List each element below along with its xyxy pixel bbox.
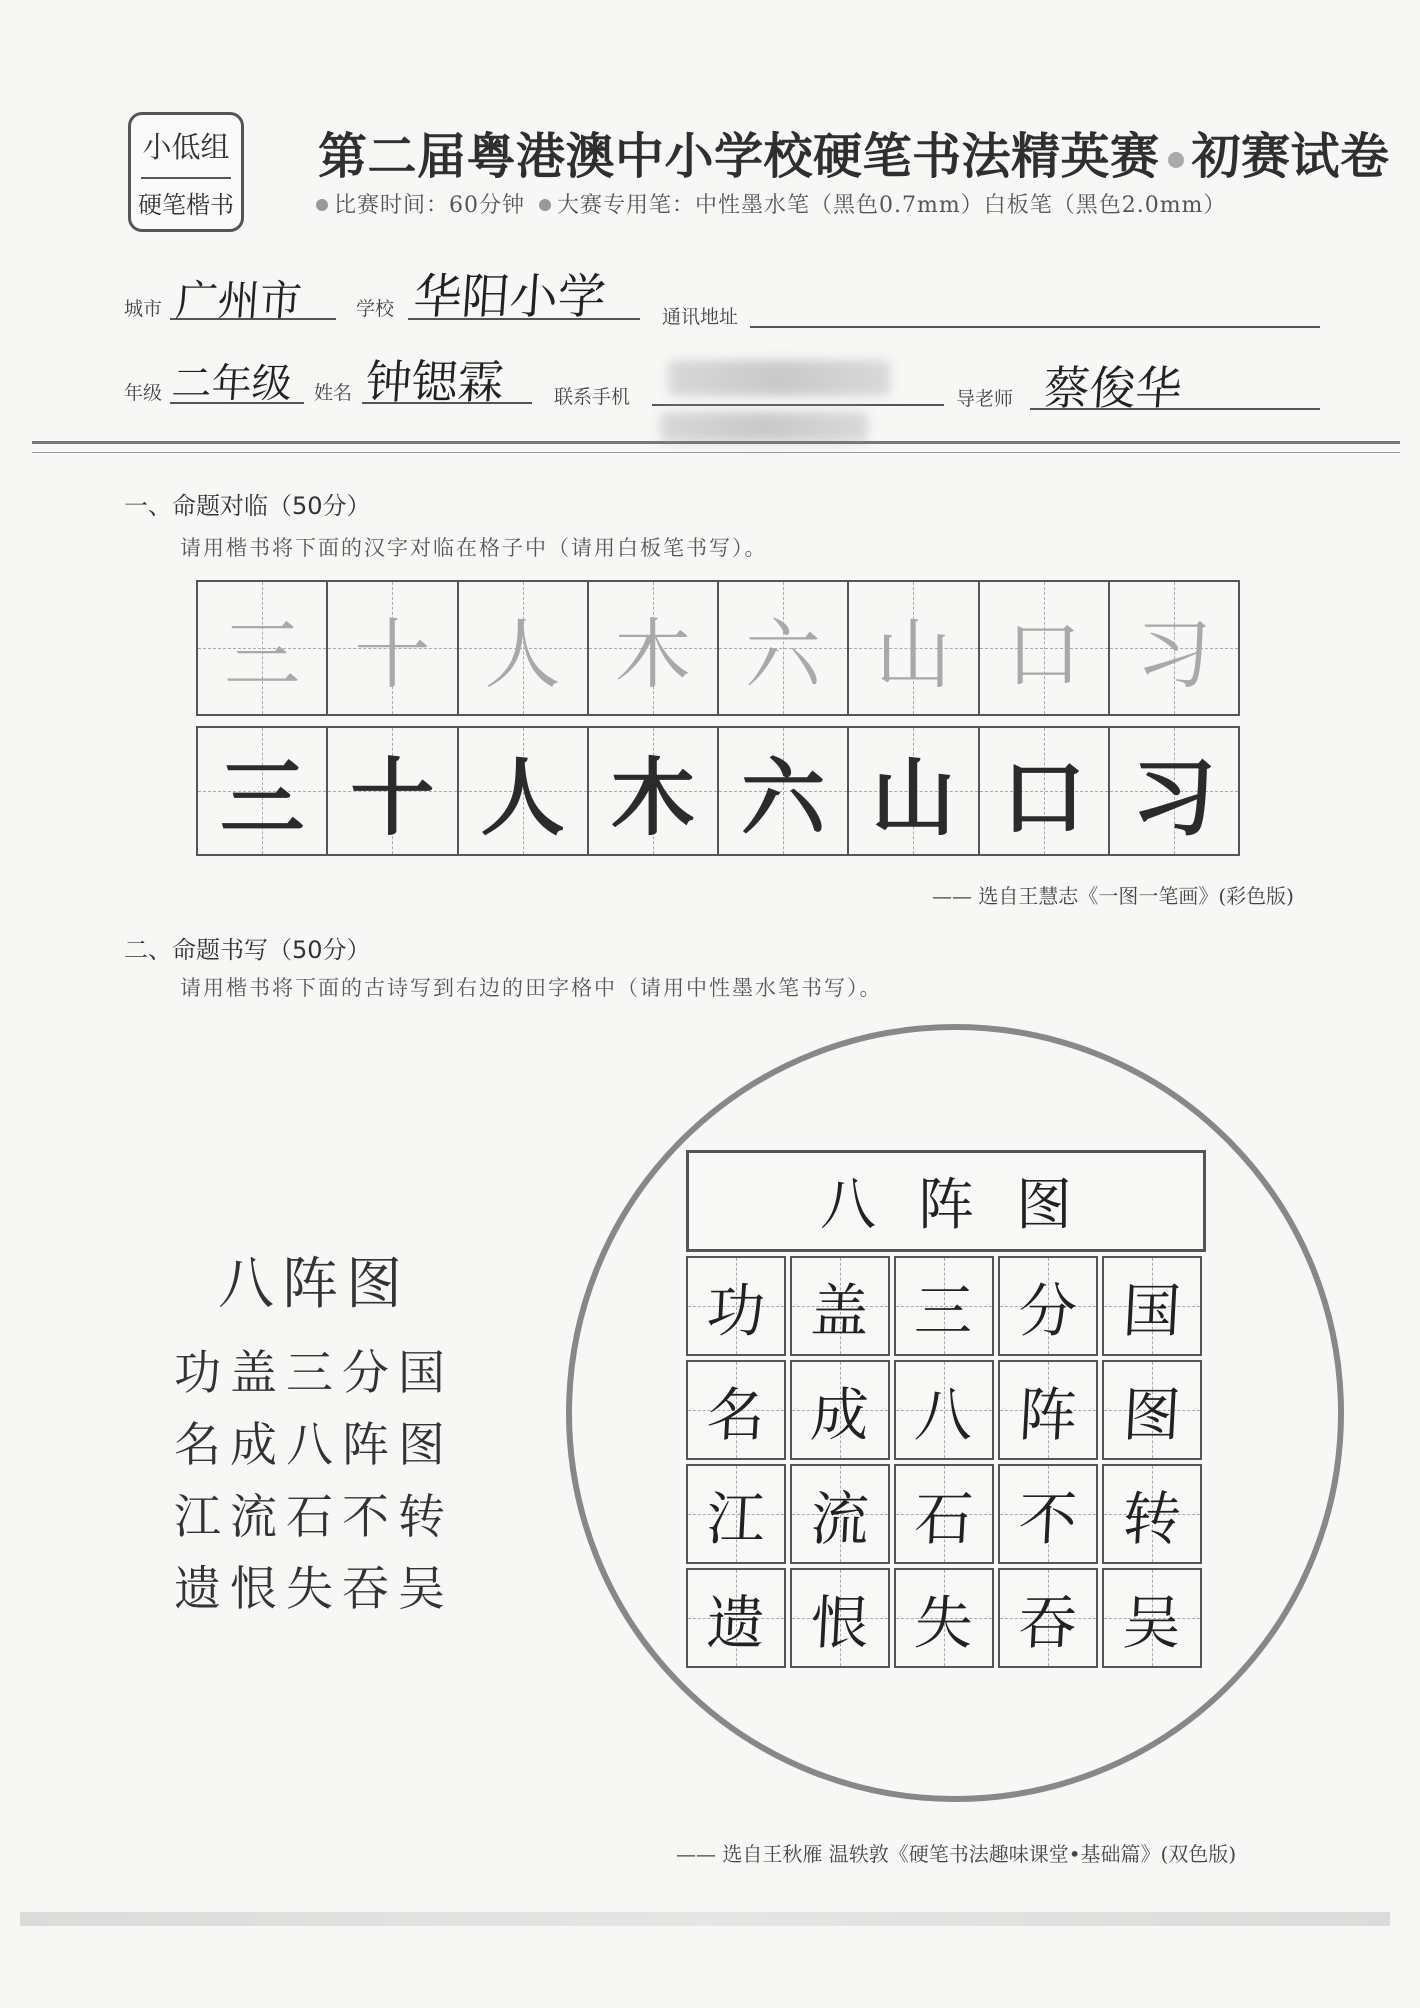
writing-grid-cell[interactable] — [790, 1568, 890, 1668]
writing-grid-cell[interactable] — [1102, 1360, 1202, 1460]
written-char: 六 — [745, 609, 822, 699]
model-cell[interactable] — [980, 728, 1110, 854]
subtitle-time: 比赛时间：60分钟 — [334, 193, 525, 218]
writing-grid-cell[interactable] — [894, 1360, 994, 1460]
model-cell[interactable] — [328, 728, 458, 854]
writing-grid-cell[interactable] — [790, 1256, 890, 1356]
model-char: 十 — [350, 748, 435, 847]
written-cell[interactable] — [589, 582, 719, 714]
writing-grid-cell[interactable] — [1102, 1568, 1202, 1668]
badge-group-label: 小低组 — [142, 130, 230, 164]
section1-credit: —— 选自王慧志《一图一笔画》(彩色版) — [932, 884, 1294, 908]
writing-grid-char: 成 — [808, 1381, 871, 1449]
written-cell[interactable] — [849, 582, 979, 714]
exam-subtitle — [316, 188, 1226, 219]
header-divider-thin — [32, 452, 1400, 453]
school-value[interactable]: 华阳小学 — [411, 269, 608, 325]
grade-label: 年级 — [124, 382, 163, 404]
writing-grid-char: 阵 — [1016, 1381, 1079, 1449]
writing-grid-cell[interactable] — [686, 1256, 786, 1356]
writing-grid-cell[interactable] — [686, 1360, 786, 1460]
writing-grid-char: 江 — [704, 1485, 767, 1553]
writing-grid-char: 转 — [1120, 1485, 1183, 1553]
written-char: 山 — [875, 609, 952, 699]
section2-credit: —— 选自王秋雁 温轶敦《硬笔书法趣味课堂•基础篇》(双色版) — [676, 1842, 1237, 1866]
written-cell[interactable] — [719, 582, 849, 714]
written-char: 口 — [1005, 609, 1082, 699]
model-cell[interactable] — [198, 728, 328, 854]
name-value[interactable]: 钟锶霖 — [363, 355, 506, 409]
writing-grid-cell[interactable] — [686, 1464, 786, 1564]
model-cell[interactable] — [589, 728, 719, 854]
written-char: 人 — [484, 609, 561, 699]
model-char: 木 — [610, 748, 695, 847]
title-main: 第二届粤港澳中小学校硬笔书法精英赛 — [318, 128, 1160, 185]
poem-line: 江流石不转 — [174, 1490, 454, 1545]
writing-grid-char: 失 — [912, 1589, 975, 1657]
writing-grid-char: 石 — [912, 1485, 975, 1553]
model-char: 人 — [480, 748, 565, 847]
address-underline[interactable] — [750, 326, 1320, 328]
writing-grid-cell[interactable] — [894, 1568, 994, 1668]
writing-grid-char: 分 — [1016, 1277, 1079, 1345]
writing-grid-cell[interactable] — [998, 1360, 1098, 1460]
section1-instruction: 请用楷书将下面的汉字对临在格子中（请用白板笔书写）。 — [180, 536, 768, 560]
writing-grid-char: 盖 — [808, 1277, 871, 1345]
written-char: 习 — [1135, 609, 1212, 699]
writing-grid-char: 吞 — [1016, 1589, 1079, 1657]
page-title — [318, 118, 1390, 188]
poem-line: 名成八阵图 — [174, 1418, 454, 1473]
city-value[interactable]: 广州市 — [174, 276, 304, 325]
bullet-icon — [316, 199, 328, 211]
written-poem-title-box — [686, 1150, 1206, 1252]
writing-grid-char: 恨 — [808, 1589, 871, 1657]
title-dot-icon — [1168, 152, 1184, 168]
written-char: 三 — [224, 609, 301, 699]
written-cell[interactable] — [198, 582, 328, 714]
writing-grid-char: 不 — [1016, 1485, 1079, 1553]
writing-grid-cell[interactable] — [790, 1360, 890, 1460]
model-cell[interactable] — [849, 728, 979, 854]
model-cell[interactable] — [459, 728, 589, 854]
badge-divider — [141, 177, 231, 179]
model-char: 六 — [741, 748, 826, 847]
writing-grid-cell[interactable] — [790, 1464, 890, 1564]
phone-redacted — [668, 360, 890, 396]
written-char: 木 — [614, 609, 691, 699]
writing-grid-cell[interactable] — [1102, 1256, 1202, 1356]
model-char: 口 — [1001, 748, 1086, 847]
header-divider — [32, 441, 1400, 444]
writing-grid-cell[interactable] — [894, 1256, 994, 1356]
writing-grid-char: 名 — [704, 1381, 767, 1449]
school-label: 学校 — [356, 298, 395, 320]
section1-heading: 一、命题对临（50分） — [124, 492, 371, 520]
model-char: 山 — [871, 748, 956, 847]
written-poem-title: 八阵图 — [820, 1173, 1114, 1238]
written-cell[interactable] — [459, 582, 589, 714]
writing-grid-cell[interactable] — [998, 1464, 1098, 1564]
poem-line: 遗恨失吞吴 — [174, 1562, 454, 1617]
teacher-label: 导老师 — [956, 388, 1014, 410]
writing-grid-cell[interactable] — [894, 1464, 994, 1564]
written-cell[interactable] — [1110, 582, 1238, 714]
title-tail: 初赛试卷 — [1191, 128, 1390, 185]
written-cell[interactable] — [328, 582, 458, 714]
writing-grid-cell[interactable] — [998, 1568, 1098, 1668]
model-char: 习 — [1131, 748, 1216, 847]
poem-title: 八阵图 — [218, 1252, 410, 1317]
written-char: 十 — [354, 609, 431, 699]
section2-heading: 二、命题书写（50分） — [124, 936, 371, 964]
writing-grid-char: 三 — [912, 1277, 975, 1345]
scan-edge-band — [20, 1912, 1390, 1926]
poem-line: 功盖三分国 — [174, 1346, 454, 1401]
writing-grid-cell[interactable] — [1102, 1464, 1202, 1564]
writing-grid-char: 遗 — [704, 1589, 767, 1657]
group-badge — [128, 112, 244, 232]
writing-grid-char: 吴 — [1120, 1589, 1183, 1657]
phone-label: 联系手机 — [554, 386, 631, 408]
copy-grid-written — [196, 580, 1240, 716]
teacher-value[interactable]: 蔡俊华 — [1041, 361, 1184, 415]
model-cell[interactable] — [719, 728, 849, 854]
writing-grid-cell[interactable] — [998, 1256, 1098, 1356]
phone-redacted-2 — [660, 412, 868, 442]
badge-category-label: 硬笔楷书 — [138, 191, 234, 219]
subtitle-pen: 大赛专用笔：中性墨水笔（黑色0.7mm）白板笔（黑色2.0mm） — [557, 193, 1227, 218]
bullet-icon — [539, 199, 551, 211]
phone-underline — [652, 404, 944, 406]
name-label: 姓名 — [314, 382, 353, 404]
section2-instruction: 请用楷书将下面的古诗写到右边的田字格中（请用中性墨水笔书写）。 — [180, 976, 883, 1000]
written-cell[interactable] — [980, 582, 1110, 714]
writing-grid-char: 功 — [704, 1277, 767, 1345]
writing-grid-char: 流 — [808, 1485, 871, 1553]
copy-grid-model — [196, 726, 1240, 856]
writing-grid-char: 图 — [1120, 1381, 1183, 1449]
grade-value[interactable]: 二年级 — [170, 361, 294, 407]
model-char: 三 — [220, 748, 305, 847]
writing-grid-char: 八 — [912, 1381, 975, 1449]
writing-grid-char: 国 — [1120, 1277, 1183, 1345]
model-cell[interactable] — [1110, 728, 1238, 854]
city-label: 城市 — [124, 298, 163, 320]
address-label: 通讯地址 — [662, 306, 739, 328]
writing-grid-cell[interactable] — [686, 1568, 786, 1668]
